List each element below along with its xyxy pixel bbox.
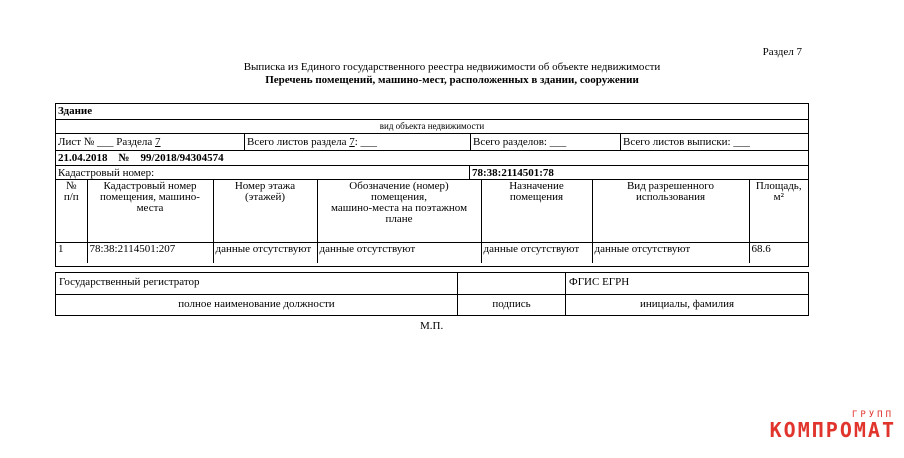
header-area: Площадь, м² [749,180,808,242]
header-number: № п/п [56,180,87,242]
registrar-org: ФГИС ЕГРН [565,272,809,295]
stamp-label: М.П. [420,320,444,332]
watermark-main: КОМПРОМАТ [769,418,896,442]
cell-cadastral: 78:38:2114501:207 [87,242,213,263]
table-row [56,242,808,263]
header-designation: Обозначение (номер) помещения, машино-места на поэтажном плане [317,180,481,242]
object-type-caption: вид объекта недвижимости [379,121,485,131]
object-type-row [56,104,808,120]
cell-area: 68.6 [751,242,771,255]
sheet-number: Лист № ___ Раздела 7 [58,136,161,148]
position-caption: полное наименование должности [55,294,458,316]
header-permitted-use: Вид разрешенного использования [592,180,749,242]
cell-designation: данные отсутствуют [317,242,481,263]
premises-table-row [56,180,808,266]
cell-number: 1 [56,242,87,263]
sheets-row [56,134,808,151]
document-title: Выписка из Единого государственного реестра недвижимости об объекте недвижимости [243,61,661,73]
signature-caption: подпись [457,294,566,316]
cell-permitted-use: данные отсутствуют [592,242,749,263]
header-purpose: Назначение помещения [481,180,592,242]
date-and-number: 21.04.2018 № 99/2018/94304574 [58,152,224,164]
header-cadastral: Кадастровый номер помещения, машино- места [87,180,213,242]
cadastral-row [56,166,808,180]
object-type-caption-row [56,120,808,134]
table-header-row [56,180,808,242]
cell-purpose: данные отсутствуют [481,242,592,263]
date-number-row [56,151,808,166]
registrar-label: Государственный регистратор [55,272,458,295]
signature-block [55,272,809,316]
sections-total: Всего разделов: ___ [470,134,620,150]
extract-sheets-total: Всего листов выписки: ___ [620,134,808,150]
initials-caption: инициалы, фамилия [565,294,809,316]
signature-blank [457,272,566,295]
object-type: Здание [58,105,93,117]
section-label: Раздел 7 [762,46,802,58]
watermark-logo [769,410,896,442]
extract-form [55,103,809,267]
cadastral-value: 78:38:2114501:78 [469,166,808,179]
header-floor: Номер этажа (этажей) [213,180,317,242]
watermark-small: ГРУПП [851,410,894,420]
premises-table [56,180,808,263]
document-subtitle: Перечень помещений, машино-мест, расположенных в здании, сооружении [265,74,639,86]
cadastral-label: Кадастровый номер: [58,167,155,179]
cell-floor: данные отсутствуют [213,242,317,263]
sheets-total: Всего листов раздела 7: ___ [244,134,470,150]
